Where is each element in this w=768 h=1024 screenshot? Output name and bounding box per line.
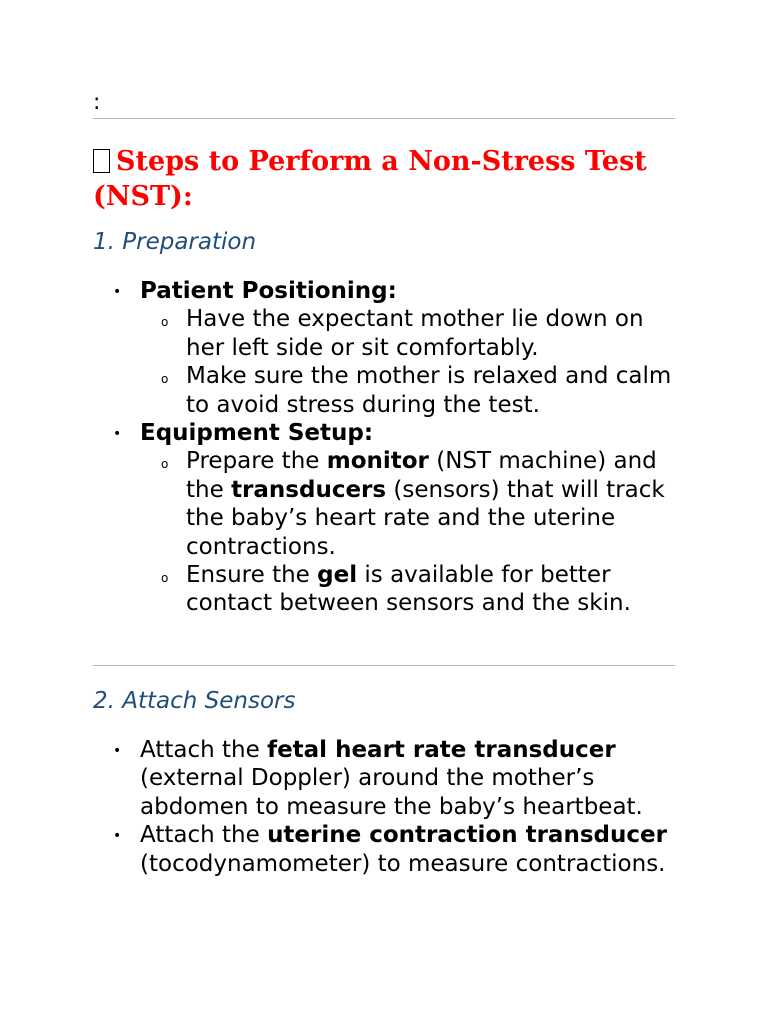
bullet-icon: • [113,284,122,300]
list-item [93,821,675,878]
section-heading-preparation: 1. Preparation [93,229,257,255]
text-run: (sensors) that will track the baby’s heart rate and the uterine contractions. [186,476,665,560]
bold-text-run: uterine contraction transducer [267,822,667,849]
bold-text-run: monitor [326,448,429,475]
text-run: (external Doppler) around the mother’s abdomen to measure the baby’s heartbeat. [140,765,643,820]
sub-item-text [186,562,631,616]
horizontal-rule [93,665,675,666]
page-title-text: Steps to Perform a Non-Stress Test (NST): [93,146,647,212]
sub-list [140,447,675,617]
item-label: Patient Positioning: [140,278,397,304]
missing-glyph-icon [93,149,110,173]
bold-text-run: gel [317,562,358,589]
text-run: Ensure the [186,562,318,589]
attach-sensors-list [93,736,675,878]
sub-item-text: Make sure the mother is relaxed and calm to avoid stress during the test. [186,363,672,418]
bullet-icon: • [113,743,122,759]
sub-item-text: Have the expectant mother lie down on her left side or sit comfortably. [186,306,644,361]
text-run: is available for better contact between sensors and the skin. [186,562,631,617]
sub-list-item [140,362,675,419]
top-marker: : [93,90,101,115]
section-heading-attach-sensors: 2. Attach Sensors [93,688,296,714]
sub-list [140,305,675,419]
text-run: Attach the [140,822,268,849]
text-run: Attach the [140,737,268,763]
list-item [93,419,675,618]
text-run: Prepare the [186,448,327,475]
bullet-icon: • [113,828,122,845]
sub-item-text [186,448,665,559]
bold-text-run: transducers [231,476,387,503]
sub-list-item [140,305,675,362]
page-title [93,144,675,214]
list-item [93,277,675,419]
circle-bullet-icon: o [161,372,169,387]
sub-list-item [140,561,675,618]
text-run: (tocodynamometer) to measure contractions. [140,850,666,877]
horizontal-rule [93,118,675,119]
sub-list-item [140,447,675,561]
bold-text-run: fetal heart rate transducer [267,737,616,763]
item-label: Equipment Setup: [140,420,374,447]
list-item [93,736,675,821]
circle-bullet-icon: o [161,571,169,586]
bullet-icon: • [113,426,122,443]
preparation-list [93,277,675,618]
circle-bullet-icon: o [161,457,169,472]
circle-bullet-icon: o [161,315,169,330]
text-run: (NST machine) and the [186,448,657,503]
